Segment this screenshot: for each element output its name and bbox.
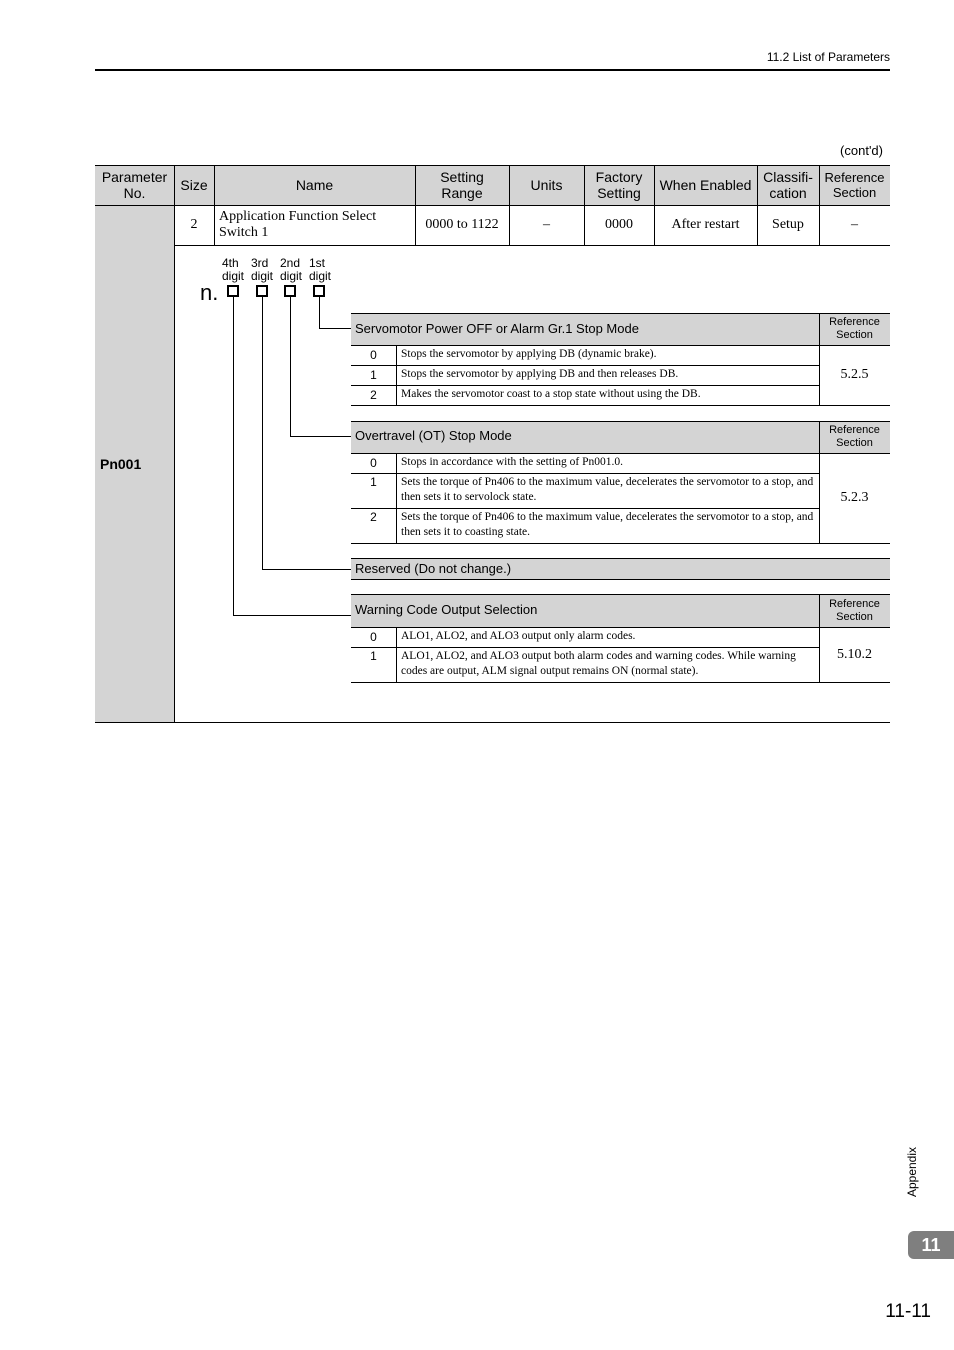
- digit-box-4th: [227, 285, 239, 297]
- col-header-classification: Classifi-cation: [757, 165, 819, 205]
- col-header-name: Name: [214, 165, 415, 205]
- when-enabled-cell: After restart: [671, 217, 740, 232]
- digit-label-4th: 4th digit: [222, 256, 245, 283]
- option-text: Stops the servomotor by applying DB and then releases DB.: [401, 368, 679, 380]
- section-title-stop-mode: Servomotor Power OFF or Alarm Gr.1 Stop Mode: [351, 313, 819, 345]
- section-reference-warning-code: 5.10.2: [837, 646, 872, 662]
- classification-cell: Setup: [772, 217, 804, 232]
- param-no-cell: [95, 205, 174, 722]
- section-reference-overtravel: 5.2.3: [840, 490, 869, 505]
- section-ref-header-warning-code: Reference Section: [819, 594, 890, 627]
- section-ref-header-stop-mode: Reference Section: [819, 313, 890, 345]
- running-header: 11.2 List of Parameters: [766, 50, 890, 64]
- section-ref-header-overtravel: Reference Section: [819, 421, 890, 453]
- option-text: Stops the servomotor by applying DB (dynamic brake).: [401, 348, 657, 360]
- reference-cell: –: [851, 217, 858, 232]
- header-rule: [95, 69, 890, 71]
- option-value: 1: [370, 649, 377, 663]
- option-text: Stops in accordance with the setting of Pn001.0.: [401, 456, 623, 468]
- setting-range-cell: 0000 to 1122: [425, 217, 499, 232]
- digit-prefix: n.: [200, 280, 219, 305]
- col-header-param-no: Parameter No.: [95, 165, 174, 205]
- option-text: ALO1, ALO2, and ALO3 output both alarm codes and warning codes. While warning codes are output, ALM signal output remains ON (normal state).: [401, 650, 796, 677]
- name-cell: Application Function Select Switch 1: [219, 209, 377, 240]
- digit-box-2nd: [284, 285, 296, 297]
- units-cell: –: [543, 217, 550, 232]
- option-value: 2: [370, 510, 377, 524]
- option-value: 0: [370, 456, 377, 470]
- option-value: 0: [370, 348, 377, 362]
- digit-box-1st: [313, 285, 325, 297]
- option-text: ALO1, ALO2, and ALO3 output only alarm codes.: [401, 630, 636, 642]
- factory-setting-cell: 0000: [605, 217, 633, 232]
- page-number: 11-11: [885, 1301, 931, 1322]
- digit-label-1st: 1st digit: [309, 256, 332, 283]
- section-title-reserved: Reserved (Do not change.): [351, 558, 890, 579]
- col-header-factory-setting: Factory Setting: [584, 165, 654, 205]
- digit-label-3rd: 3rd digit: [251, 256, 274, 283]
- size-cell: 2: [190, 217, 198, 232]
- option-value: 1: [370, 368, 377, 382]
- option-value: 1: [370, 475, 377, 489]
- col-header-when-enabled: When Enabled: [654, 165, 757, 205]
- chapter-tab: 11: [908, 1231, 954, 1259]
- digit-box-3rd: [256, 285, 268, 297]
- col-header-size: Size: [174, 165, 214, 205]
- digit-label-2nd: 2nd digit: [280, 256, 303, 283]
- param-no: Pn001: [100, 455, 142, 472]
- col-header-units: Units: [509, 165, 584, 205]
- contd-label: (cont'd): [840, 143, 883, 158]
- col-header-reference: Reference Section: [819, 165, 890, 205]
- option-value: 2: [370, 388, 377, 402]
- appendix-side-label: Appendix: [905, 1146, 919, 1198]
- section-reference-stop-mode: 5.2.5: [840, 367, 869, 382]
- section-title-warning-code: Warning Code Output Selection: [351, 594, 819, 627]
- option-text: Sets the torque of Pn406 to the maximum value, decelerates the servomotor to a stop, and then sets it to coasting state.: [401, 511, 814, 538]
- col-header-setting-range: Setting Range: [415, 165, 509, 205]
- option-text: Makes the servomotor coast to a stop state without using the DB.: [401, 388, 701, 400]
- section-title-overtravel: Overtravel (OT) Stop Mode: [351, 421, 819, 453]
- option-text: Sets the torque of Pn406 to the maximum value, decelerates the servomotor to a stop, and then sets it to servolock state.: [401, 476, 814, 503]
- option-value: 0: [370, 630, 377, 644]
